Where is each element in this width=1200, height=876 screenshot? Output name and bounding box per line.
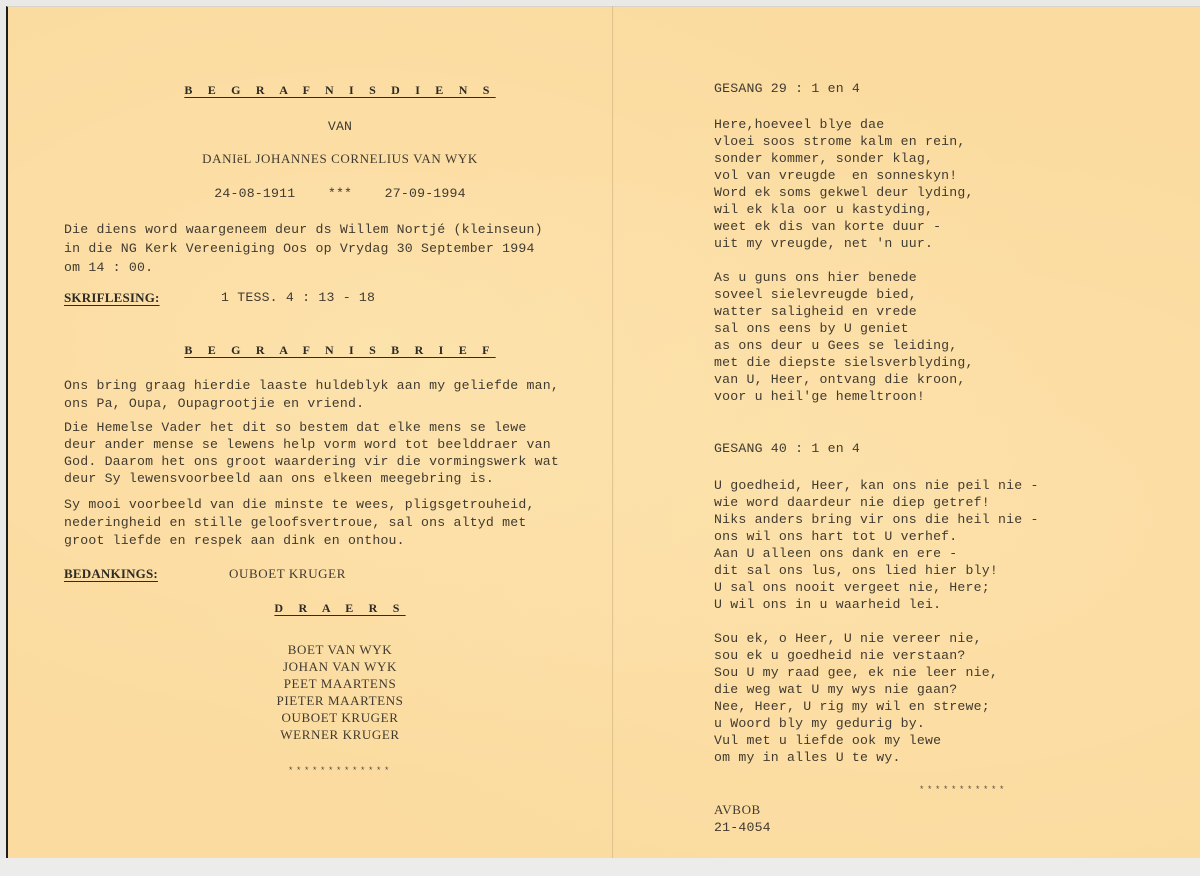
thanks-label: BEDANKINGS: [64, 566, 158, 581]
hymn-line: voor u heil'ge hemeltroon! [714, 389, 925, 404]
hymn-line: sal ons eens by U geniet [714, 321, 909, 336]
hymn-line: vol van vreugde en sonneskyn! [714, 168, 958, 183]
hymn-line: Word ek soms gekwel deur lyding, [714, 185, 974, 200]
letter-line: Ons bring graag hierdie laaste huldeblyk aan my geliefde man, [64, 378, 559, 393]
hymn-line: as ons deur u Gees se leiding, [714, 338, 958, 353]
van-label: VAN [327, 119, 353, 134]
bearer-name: PEET MAARTENS [283, 676, 397, 691]
hymn-line: van U, Heer, ontvang die kroon, [714, 372, 966, 387]
printer-name: AVBOB [714, 802, 761, 817]
hymn-line: U sal ons nooit vergeet nie, Here; [714, 580, 990, 595]
letter-title: B E G R A F N I S B R I E F [184, 343, 496, 357]
thanks-name: OUBOET KRUGER [229, 566, 346, 581]
end-stars: ************* [287, 766, 392, 776]
hymn-line: U goedheid, Heer, kan ons nie peil nie - [714, 478, 1039, 493]
letter-line: Sy mooi voorbeeld van die minste te wees, pligsgetrouheid, [64, 497, 535, 512]
letter-line: groot liefde en respek aan dink en onthou. [64, 533, 405, 548]
hymn-line: sou ek u goedheid nie verstaan? [714, 648, 966, 663]
letter-line: God. Daarom het ons groot waardering vir die vormingswerk wat [64, 454, 559, 469]
letter-line: deur ander mense se lewens help vorm word tot beelddraer van [64, 437, 551, 452]
bearer-name: PIETER MAARTENS [276, 693, 404, 708]
hymn-line: die weg wat U my wys nie gaan? [714, 682, 958, 697]
hymn-line: wie word daardeur nie diep getref! [714, 495, 990, 510]
deceased-name: DANIëL JOHANNES CORNELIUS VAN WYK [202, 151, 478, 166]
hymn-line: Sou ek, o Heer, U nie vereer nie, [714, 631, 982, 646]
hymn-line: Niks anders bring vir ons die heil nie - [714, 512, 1039, 527]
hymn-40-title: GESANG 40 : 1 en 4 [714, 441, 861, 456]
scan-border [0, 858, 1200, 876]
printer-code: 21-4054 [714, 820, 771, 835]
hymn-line: soveel sielevreugde bied, [714, 287, 917, 302]
hymn-line: dit sal ons lus, ons lied hier bly! [714, 563, 998, 578]
service-title: B E G R A F N I S D I E N S [184, 83, 496, 97]
hymn-line: uit my vreugde, net 'n uur. [714, 236, 934, 251]
hymn-line: Nee, Heer, U rig my wil en strewe; [714, 699, 990, 714]
hymn-line: Vul met u liefde ook my lewe [714, 733, 942, 748]
bearer-name: OUBOET KRUGER [281, 710, 399, 725]
letter-line: deur Sy lewensvoorbeeld aan ons elkeen meegebring is. [64, 471, 495, 486]
letter-line: ons Pa, Oupa, Oupagrootjie en vriend. [64, 396, 365, 411]
hymn-line: Here,hoeveel blye dae [714, 117, 885, 132]
hymn-line: vloei soos strome kalm en rein, [714, 134, 966, 149]
bearer-name: JOHAN VAN WYK [283, 659, 397, 674]
hymn-line: U wil ons in u waarheid lei. [714, 597, 942, 612]
hymn-line: wil ek kla oor u kastyding, [714, 202, 934, 217]
bearer-name: WERNER KRUGER [280, 727, 400, 742]
letter-line: Die Hemelse Vader het dit so bestem dat elke mens se lewe [64, 420, 527, 435]
hymn-line: u Woord bly my gedurig by. [714, 716, 925, 731]
hymn-line: watter saligheid en vrede [714, 304, 917, 319]
hymn-29-title: GESANG 29 : 1 en 4 [714, 81, 861, 96]
bearers-title: D R A E R S [274, 601, 406, 615]
hymn-line: met die diepste sielsverblyding, [714, 355, 974, 370]
end-stars: *********** [919, 785, 1008, 795]
bearer-name: BOET VAN WYK [287, 642, 393, 657]
hymn-line: Aan U alleen ons dank en ere - [714, 546, 958, 561]
service-info-line: om 14 : 00. [64, 260, 154, 275]
service-info-line: Die diens word waargeneem deur ds Willem Nortjé (kleinseun) [64, 222, 543, 237]
scripture-reference: 1 TESS. 4 : 13 - 18 [221, 290, 376, 305]
hymn-line: weet ek dis van korte duur - [714, 219, 942, 234]
hymn-line: ons wil ons hart tot U verhef. [714, 529, 958, 544]
letter-line: nederingheid en stille geloofsvertroue, sal ons altyd met [64, 515, 527, 530]
service-info-line: in die NG Kerk Vereeniging Oos op Vrydag 30 September 1994 [64, 241, 535, 256]
hymn-line: Sou U my raad gee, ek nie leer nie, [714, 665, 998, 680]
hymn-line: sonder kommer, sonder klag, [714, 151, 934, 166]
hymn-line: As u guns ons hier benede [714, 270, 917, 285]
scripture-label: SKRIFLESING: [64, 290, 160, 305]
life-dates: 24-08-1911 *** 27-09-1994 [214, 186, 466, 201]
hymn-line: om my in alles U te wy. [714, 750, 901, 765]
